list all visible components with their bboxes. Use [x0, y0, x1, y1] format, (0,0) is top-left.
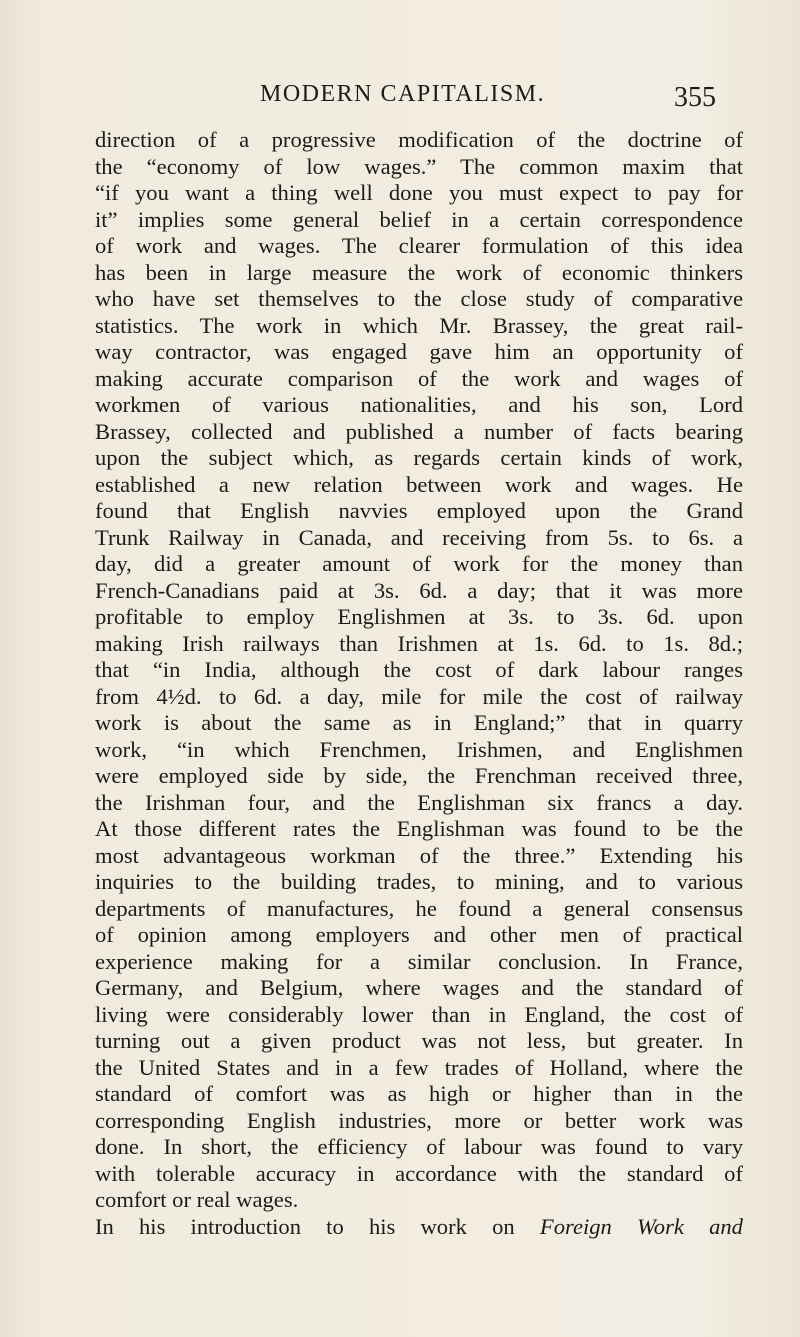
- text-line: has been in large measure the work of economic thinkers: [95, 259, 743, 285]
- text-line: At those different rates the Englishman was found to be the: [95, 816, 743, 841]
- text-line: Brassey, collected and published a number of facts bearing: [95, 418, 743, 444]
- text-line: were employed side by side, the Frenchman received three,: [95, 763, 743, 788]
- text-line-final: [95, 1214, 743, 1241]
- text-line: work is about the same as in England;” that in quarry: [95, 710, 743, 735]
- text-line: who have set themselves to the close study of comparative: [95, 286, 743, 311]
- text-line: from 4½d. to 6d. a day, mile for mile the cost of railway: [95, 683, 743, 709]
- text-line: workmen of various nationalities, and his son, Lord: [95, 392, 743, 417]
- paragraph-end-line: comfort or real wages.: [95, 1187, 299, 1212]
- text-line: living were considerably lower than in England, the cost of: [95, 1001, 743, 1027]
- book-title-italic: Foreign Work and: [539, 1213, 743, 1239]
- text-line: corresponding English industries, more or better work was: [95, 1107, 743, 1133]
- text-line: done. In short, the efficiency of labour was found to vary: [95, 1134, 743, 1159]
- text-line: Germany, and Belgium, where wages and the standard of: [95, 975, 743, 1000]
- page-header: [0, 79, 800, 115]
- text-line: established a new relation between work and wages. He: [95, 471, 743, 497]
- text-line: that “in India, although the cost of dark labour ranges: [95, 657, 743, 682]
- final-line-prefix: In his introduction to his work on: [95, 1213, 515, 1239]
- text-line: it” implies some general belief in a certain correspondence: [95, 206, 743, 232]
- text-line: the Irishman four, and the Englishman six francs a day.: [95, 789, 743, 815]
- text-line: profitable to employ Englishmen at 3s. to 3s. 6d. upon: [95, 604, 743, 629]
- text-line: with tolerable accuracy in accordance with the standard of: [95, 1160, 743, 1186]
- text-line: making accurate comparison of the work and wages of: [95, 365, 743, 391]
- text-line: Trunk Railway in Canada, and receiving from 5s. to 6s. a: [95, 524, 743, 550]
- text-line: direction of a progressive modification of the doctrine of: [95, 127, 743, 152]
- text-line: upon the subject which, as regards certain kinds of work,: [95, 445, 743, 470]
- text-line: of work and wages. The clearer formulation of this idea: [95, 233, 743, 258]
- text-line: experience making for a similar conclusion. In France,: [95, 948, 743, 974]
- text-line: the “economy of low wages.” The common maxim that: [95, 153, 743, 179]
- text-line: most advantageous workman of the three.” Extending his: [95, 842, 743, 868]
- text-line: departments of manufactures, he found a general consensus: [95, 895, 743, 921]
- page-number: 355: [674, 82, 716, 113]
- text-line: making Irish railways than Irishmen at 1s. 6d. to 1s. 8d.;: [95, 630, 743, 656]
- text-line: way contractor, was engaged gave him an opportunity of: [95, 339, 743, 364]
- text-line: of opinion among employers and other men of practical: [95, 922, 743, 947]
- text-line: the United States and in a few trades of Holland, where the: [95, 1054, 743, 1080]
- text-line: found that English navvies employed upon the Grand: [95, 498, 743, 523]
- body-text: [95, 127, 743, 1240]
- text-line: standard of comfort was as high or higher than in the: [95, 1081, 743, 1106]
- text-line: day, did a greater amount of work for the money than: [95, 551, 743, 576]
- text-line: statistics. The work in which Mr. Brassey, the great rail-: [95, 312, 743, 338]
- text-line: work, “in which Frenchmen, Irishmen, and Englishmen: [95, 736, 743, 762]
- text-line: turning out a given product was not less, but greater. In: [95, 1028, 743, 1053]
- text-line: “if you want a thing well done you must expect to pay for: [95, 180, 743, 205]
- text-line: inquiries to the building trades, to mining, and to various: [95, 869, 743, 894]
- text-line: French-Canadians paid at 3s. 6d. a day; that it was more: [95, 577, 743, 603]
- running-title: MODERN CAPITALISM.: [260, 81, 546, 107]
